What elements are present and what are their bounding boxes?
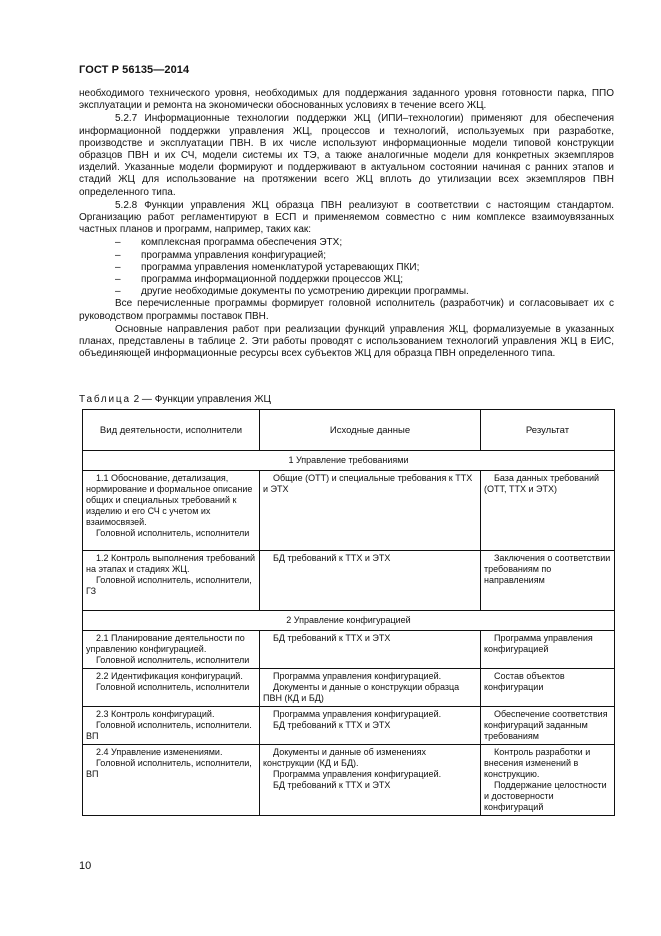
cell-text: Документы и данные о конструкции образца ПВН (КД и БД) <box>263 682 460 703</box>
activity-cell <box>83 745 260 816</box>
table-row <box>83 707 615 745</box>
result-cell <box>481 551 615 611</box>
list-item <box>79 262 614 274</box>
input-cell <box>260 707 481 745</box>
activity-cell <box>83 631 260 669</box>
paragraph: Основные направления работ при реализации функций управления ЖЦ, формализуемые в указанных планах, представлены в таблице 2. Эти работы проводят с использованием технологий управления ЖЦ в ЕИС, объединяющей информационные ресурсы всех субъектов ЖЦ для образца ПВН определенного типа. <box>79 323 614 360</box>
list-item <box>79 286 614 298</box>
cell-text: 2.4 Управление изменениями. <box>96 747 223 757</box>
list-dash: – <box>115 286 121 298</box>
cell-text: Головной исполнитель, исполнители <box>96 682 250 692</box>
table-row <box>83 471 615 551</box>
cell-text: 2.2 Идентификация конфигураций. <box>96 671 243 681</box>
column-header: Исходные данные <box>260 410 481 451</box>
cell-text: 2.3 Контроль конфигураций. <box>96 709 215 719</box>
section-row <box>83 611 615 631</box>
cell-text: Документы и данные об изменениях конструкции (КД и БД). <box>263 747 426 768</box>
paragraph: необходимого технического уровня, необходимых для поддержания заданного уровня готовности парка, ППО эксплуатации и ремонта на экономически обоснованных условиях в течение всего ЖЦ. <box>79 88 614 112</box>
cell-text: Головной исполнитель, исполнители, ВП <box>86 758 252 779</box>
document-header: ГОСТ Р 56135—2014 <box>79 64 190 76</box>
activity-cell <box>83 707 260 745</box>
cell-text: Программа управления конфигурацией. <box>273 709 442 719</box>
list-dash: – <box>115 261 121 273</box>
input-cell <box>260 551 481 611</box>
list-item <box>79 250 614 262</box>
input-cell <box>260 471 481 551</box>
column-header: Результат <box>481 410 615 451</box>
cell-text: БД требований к ТТХ и ЭТХ <box>273 720 391 730</box>
cell-text: 1.1 Обоснование, детализация, нормирование и формальное описание общих и специальных требований к изделию и его СЧ с учетом их взаимосвязей. <box>86 473 253 527</box>
table-header-row <box>83 410 615 451</box>
cell-text: Программа управления конфигурацией. <box>273 769 442 779</box>
paragraph: 5.2.8 Функции управления ЖЦ образца ПВН реализуют в соответствии с настоящим стандартом. Организацию работ регламентируют в ЕСП и применяемом совместно с ним комплексе взаимоувязанных частных планов и программ, например, таких как: <box>79 199 614 236</box>
paragraph: 5.2.7 Информационные технологии поддержки ЖЦ (ИПИ–технологии) применяют для обеспечения информационной поддержки управления ЖЦ, процессов и технологий, используемых при разработке, производстве и эксплуатации ПВН. В их числе используют информационные модели типовой конструкции образцов ПВН и их СЧ, модели системы их ТЭ, а также аналогичные модели для конкретных экземпляров изделий. Указанные модели формируют и поддерживают в актуальном состоянии начиная с ранних этапов и стадий ЖЦ для использование на протяжении всего ЖЦ вплоть до утилизации всех экземпляров ПВН определенного типа. <box>79 113 614 198</box>
section-title: 1 Управление требованиями <box>83 451 615 471</box>
list-item-text: программа информационной поддержки процессов ЖЦ; <box>141 274 404 286</box>
program-list <box>79 237 614 298</box>
list-item <box>79 274 614 286</box>
list-item-text: комплексная программа обеспечения ЭТХ; <box>141 237 343 249</box>
cell-text: Головной исполнитель, исполнители <box>96 655 250 665</box>
result-cell <box>481 745 615 816</box>
result-cell <box>481 707 615 745</box>
column-header: Вид деятельности, исполнители <box>83 410 260 451</box>
cell-text: Программа управления конфигурацией <box>484 633 593 654</box>
table-row <box>83 745 615 816</box>
section-row <box>83 451 615 471</box>
cell-text: Головной исполнитель, исполнители, ГЗ <box>86 575 252 596</box>
section-title: 2 Управление конфигурацией <box>83 611 615 631</box>
list-dash: – <box>115 249 121 261</box>
activity-cell <box>83 551 260 611</box>
functions-table <box>82 409 615 816</box>
cell-text: 1.2 Контроль выполнения требований на этапах и стадиях ЖЦ. <box>86 553 256 574</box>
table-row <box>83 669 615 707</box>
cell-text: Общие (ОТТ) и специальные требования к ТТХ и ЭТХ <box>263 473 473 494</box>
input-cell <box>260 745 481 816</box>
cell-text: БД требований к ТТХ и ЭТХ <box>273 633 391 643</box>
input-cell <box>260 631 481 669</box>
table-caption <box>79 394 271 405</box>
paragraph: Все перечисленные программы формирует головной исполнитель (разработчик) и согласовывает их с руководством программы поставок ПВН. <box>79 298 614 322</box>
cell-text: Программа управления конфигурацией. <box>273 671 442 681</box>
list-dash: – <box>115 274 121 286</box>
cell-text: База данных требований (ОТТ, ТТХ и ЭТХ) <box>484 473 600 494</box>
result-cell <box>481 669 615 707</box>
result-cell <box>481 471 615 551</box>
cell-text: Головной исполнитель, исполнители. ВП <box>86 720 252 741</box>
list-item-text: программа управления номенклатурой устаревающих ПКИ; <box>141 261 420 273</box>
list-item-text: программа управления конфигурацией; <box>141 249 326 261</box>
page-number: 10 <box>79 860 92 872</box>
result-cell <box>481 631 615 669</box>
cell-text: 2.1 Планирование деятельности по управлению конфигурацией. <box>86 633 245 654</box>
table-caption-word: Таблица <box>79 394 131 405</box>
cell-text: Заключения о соответствии требованиям по направлениям <box>484 553 611 585</box>
cell-text: Головной исполнитель, исполнители <box>96 528 250 538</box>
activity-cell <box>83 471 260 551</box>
cell-text: Обеспечение соответствия конфигураций заданным требованиям <box>484 709 608 741</box>
cell-text: Поддержание целостности и достоверности конфигураций <box>484 780 607 812</box>
list-item-text: другие необходимые документы по усмотрению дирекции программы. <box>141 286 469 298</box>
table-row <box>83 631 615 669</box>
cell-text: БД требований к ТТХ и ЭТХ <box>273 780 391 790</box>
list-item <box>79 237 614 249</box>
cell-text: БД требований к ТТХ и ЭТХ <box>273 553 391 563</box>
table-caption-text: 2 — Функции управления ЖЦ <box>133 394 271 405</box>
input-cell <box>260 669 481 707</box>
activity-cell <box>83 669 260 707</box>
body-text <box>79 88 614 361</box>
table-row <box>83 551 615 611</box>
list-dash: – <box>115 237 121 249</box>
cell-text: Состав объектов конфигурации <box>484 671 565 692</box>
cell-text: Контроль разработки и внесения изменений в конструкцию. <box>484 747 591 779</box>
